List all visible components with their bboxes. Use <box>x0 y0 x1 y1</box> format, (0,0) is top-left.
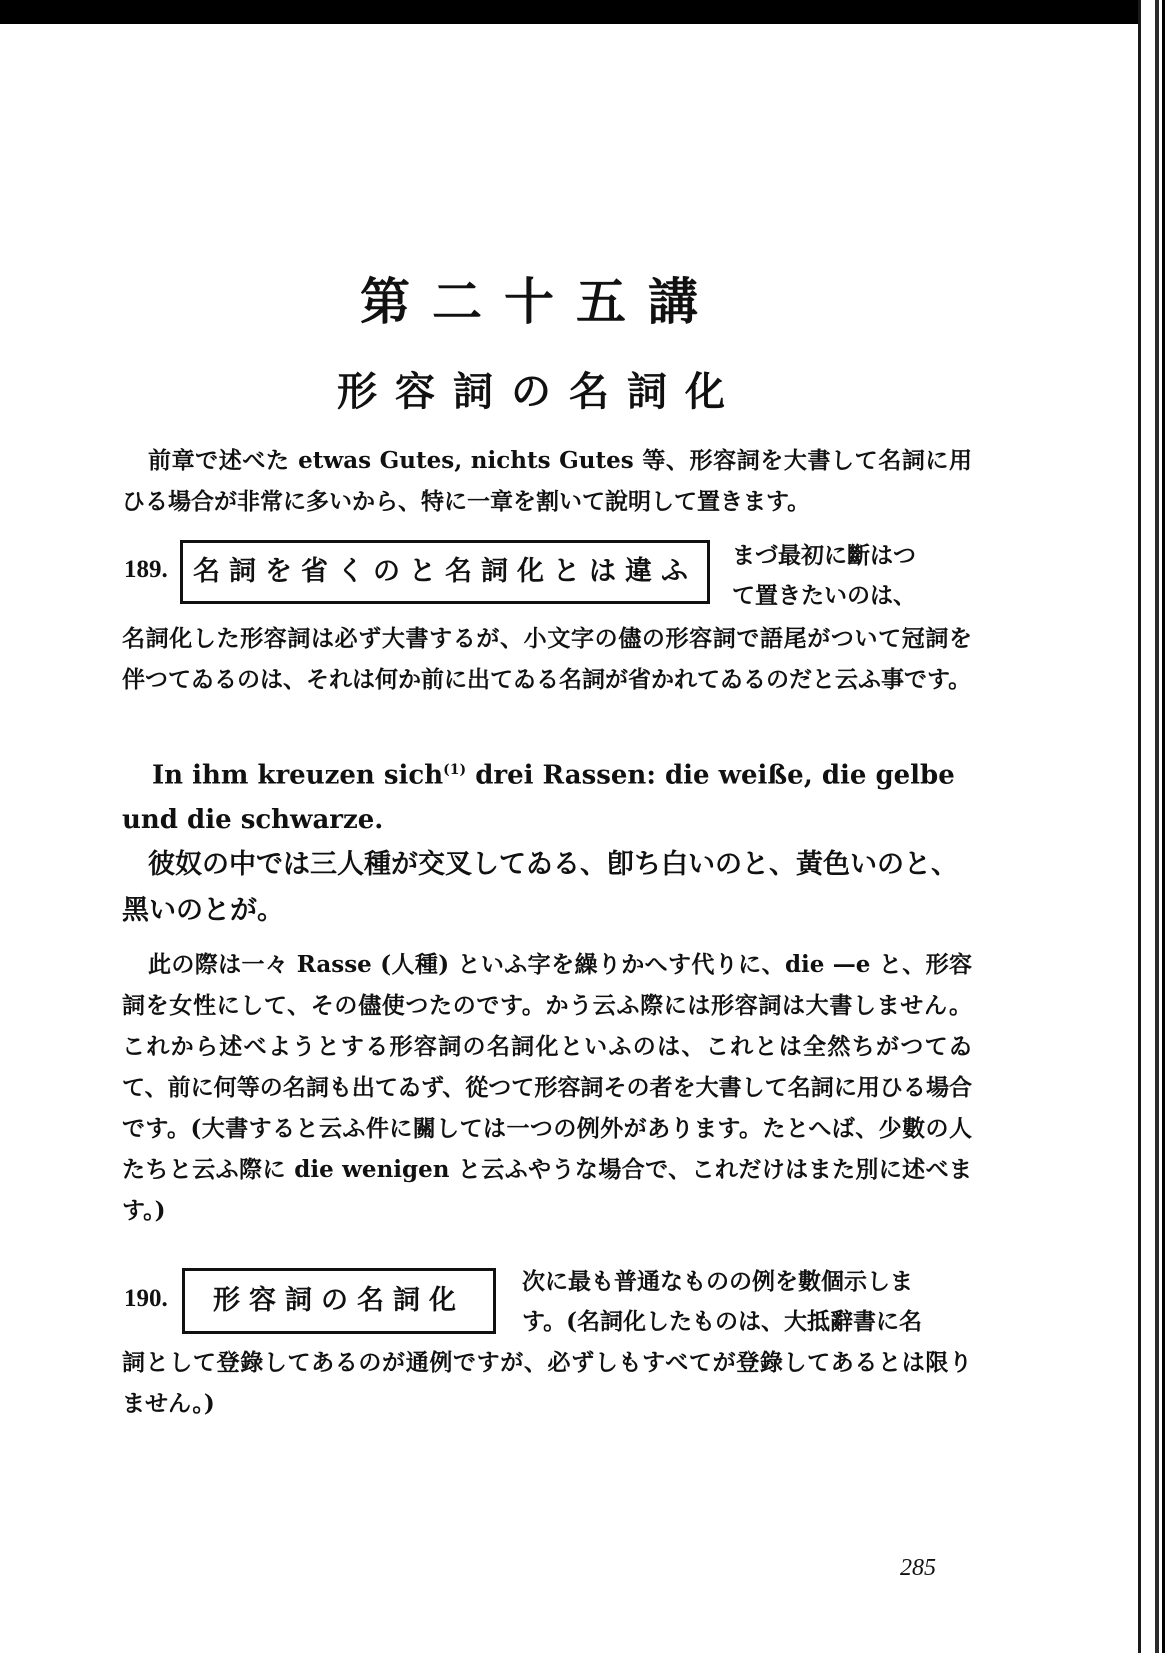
german-example-part-2: drei Rassen: die weiße, die gelbe und die schwarze. <box>122 760 955 835</box>
section-190-heading: 形容詞の名詞化 <box>213 1285 465 1316</box>
section-189-explanation: 此の際は一々 Rasse (人種) といふ字を繰りかへす代りに、die —e と、形容詞を女性にして、その儘使つたのです。かう云ふ際には形容詞は大書しません。これから述べようとする形容詞の名詞化といふのは、これとは全然ちがつてゐて、前に何等の名詞も出てゐず、從つて形容詞その者を大書して名詞に用ひる場合です。(大書すると云ふ件に關しては一つの例外があります。たとへば、少數の人たちと云ふ際に die wenigen と云ふやうな場合で、これだけはまた別に述べます。) <box>122 951 972 1224</box>
section-189-german-example <box>122 748 982 842</box>
german-example-part-1: In ihm kreuzen sich <box>152 760 444 791</box>
section-189-heading-box <box>180 540 710 604</box>
section-190-side-text: 次に最も普通なものの例を數個示します。(名詞化したものは、大抵辭書に名 <box>522 1268 923 1335</box>
section-189-side-text: まづ最初に斷はつて置きたいのは、 <box>732 542 916 609</box>
footnote-marker: (1) <box>443 762 467 778</box>
section-189-body: 名詞化した形容詞は必ず大書するが、小文字の儘の形容詞で語尾がついて冠詞を伴つてゐるのは、それは何か前に出てゐる名詞が省かれてゐるのだと云ふ事です。 <box>122 625 972 693</box>
section-190-body: 詞として登錄してあるのが通例ですが、必ずしもすべてが登錄してあるとは限りません。) <box>122 1349 972 1417</box>
chapter-subtitle: 形容詞の名詞化 <box>337 368 743 415</box>
section-189-heading: 名詞を省くのと名詞化とは違ふ <box>193 556 697 587</box>
intro-paragraph: 前章で述べた etwas Gutes, nichts Gutes 等、形容詞を大書して名詞に用ひる場合が非常に多いから、特に一章を割いて說明して置きます。 <box>122 447 972 515</box>
scan-right-line <box>1155 0 1159 1653</box>
section-190-number: 190. <box>124 1285 168 1312</box>
section-189-number: 189. <box>124 556 168 583</box>
chapter-title: 第二十五講 <box>360 272 720 331</box>
page-number: 285 <box>900 1555 936 1581</box>
scan-right-line-outer <box>1162 0 1165 1653</box>
section-190-heading-box <box>182 1268 496 1334</box>
section-189-translation: 彼奴の中では三人種が交叉してゐる、卽ち白いのと、黃色いのと、黑いのとが。 <box>122 849 958 926</box>
